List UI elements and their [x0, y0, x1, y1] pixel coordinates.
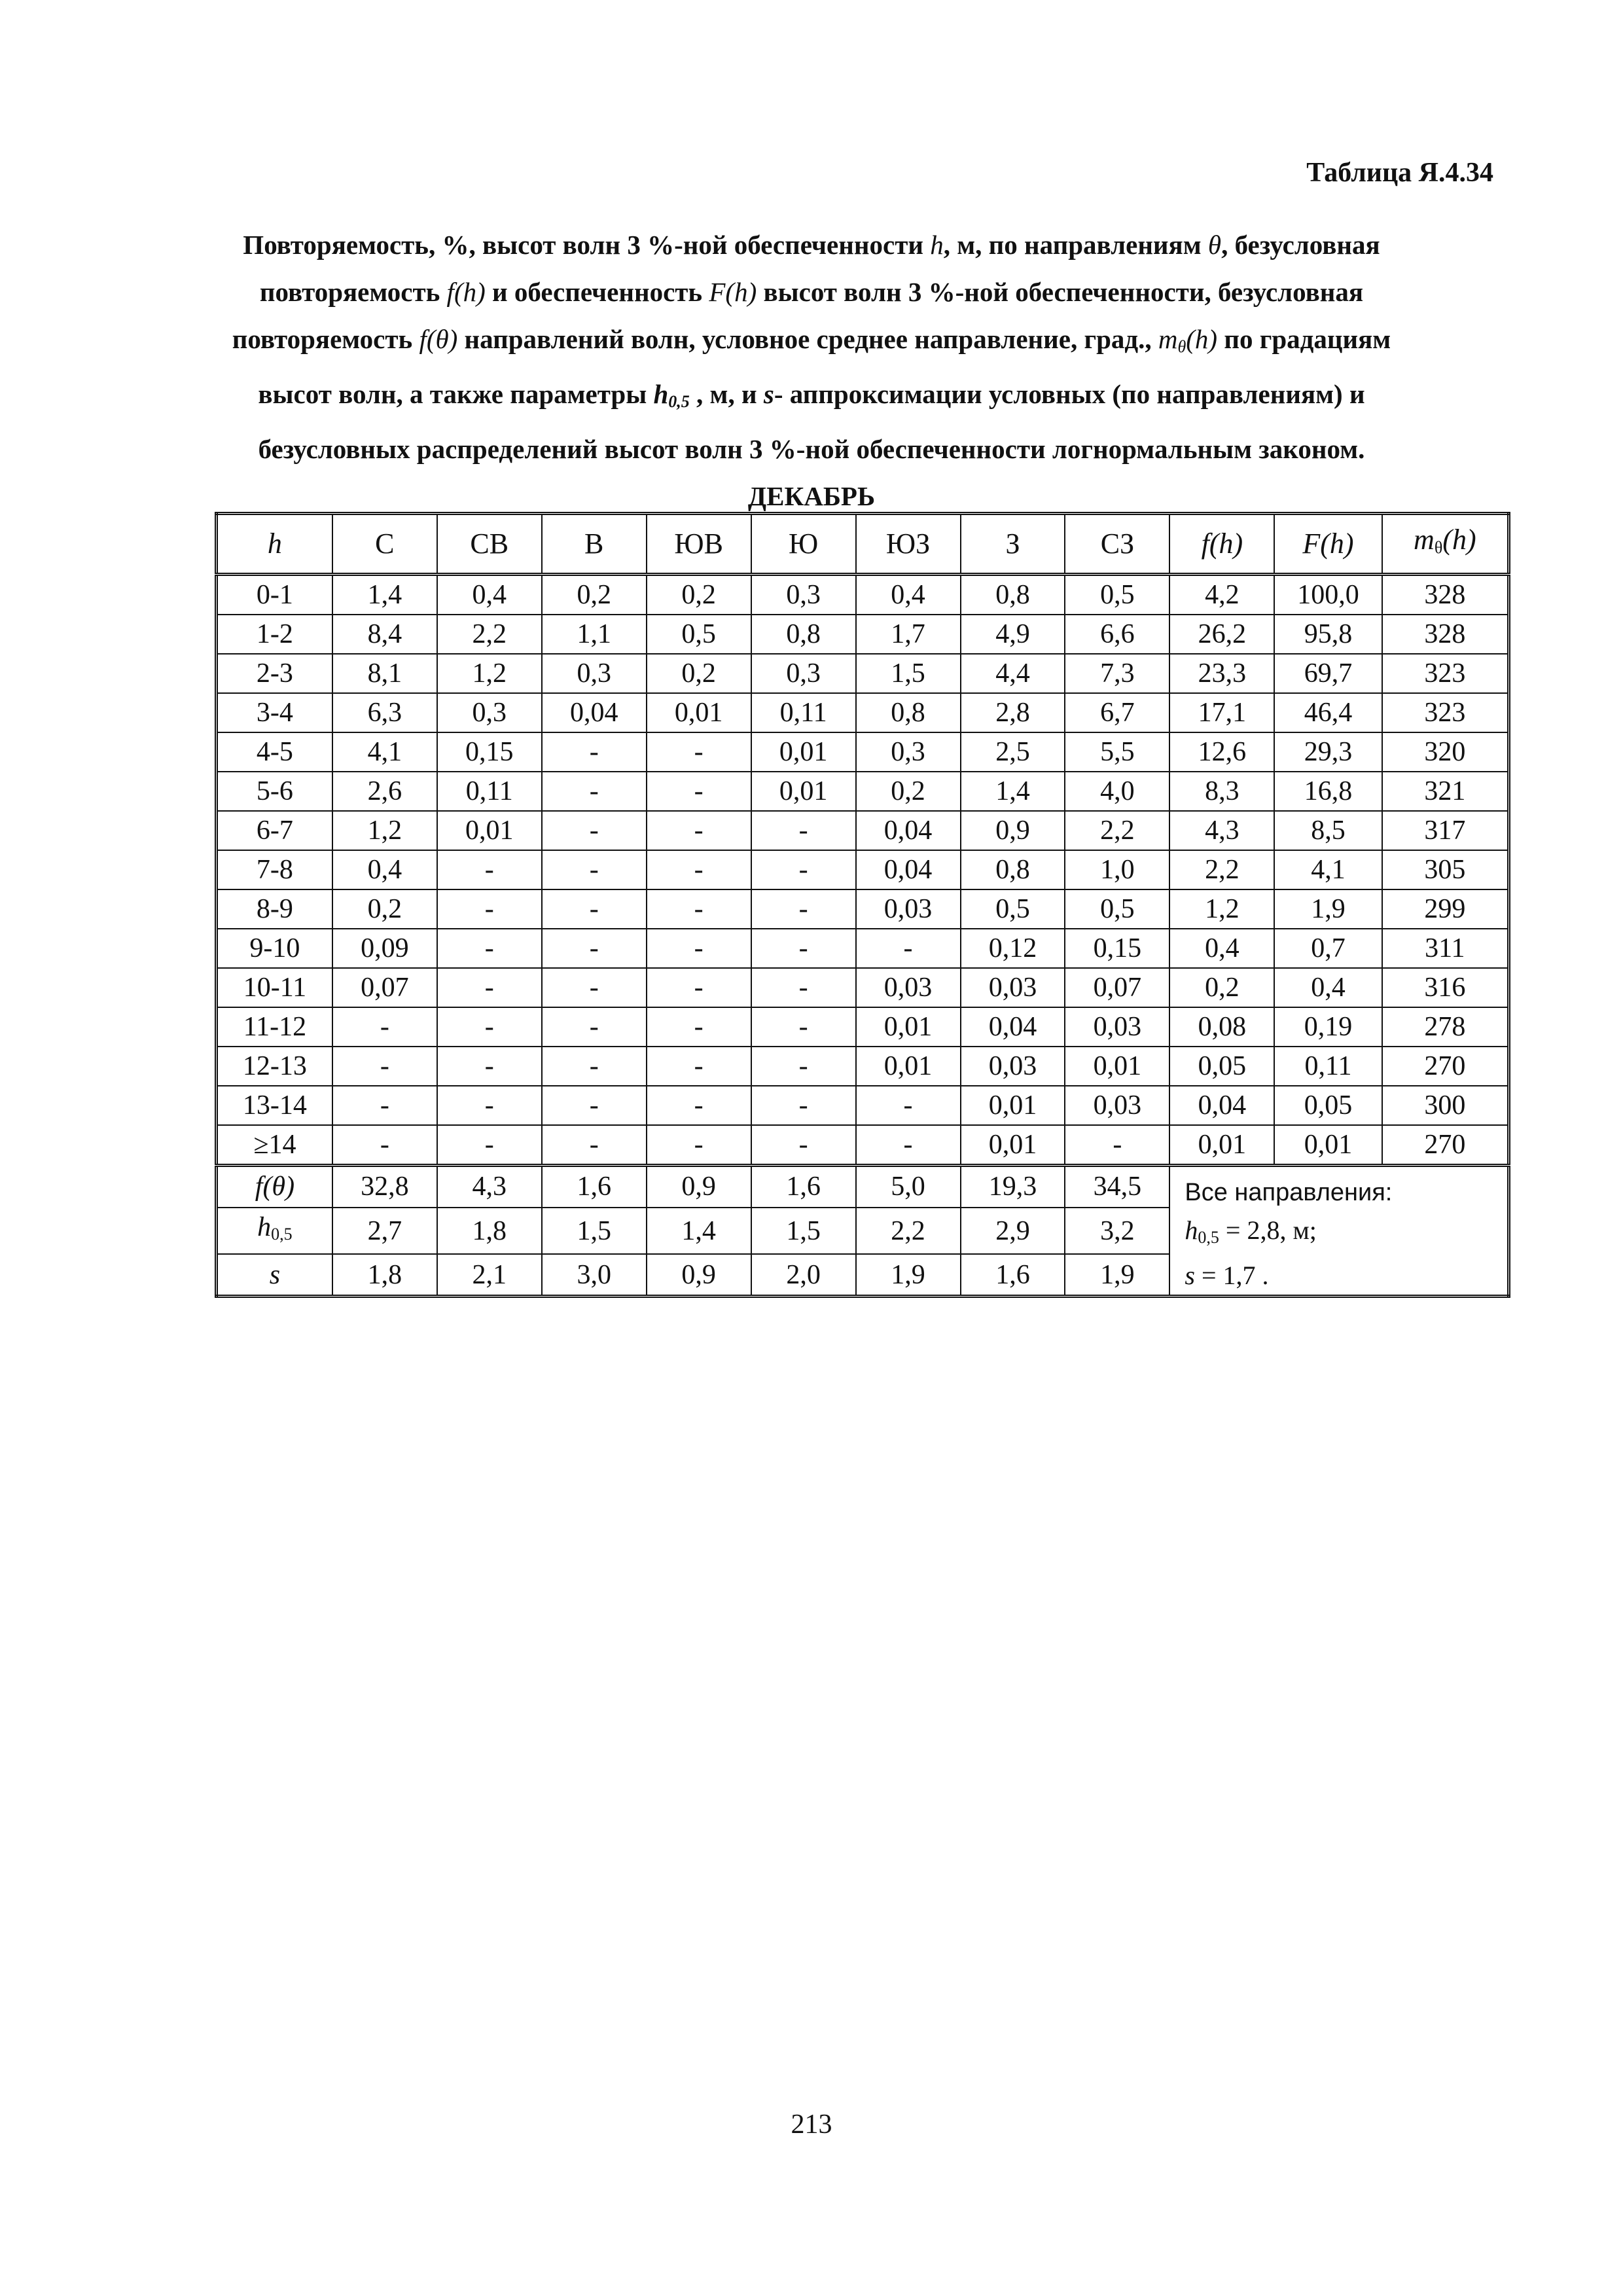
table-cell: 0,04 [856, 811, 961, 850]
table-row [217, 732, 1509, 772]
table-cell: 0,04 [856, 850, 961, 889]
table-cell: 0,15 [1065, 929, 1169, 968]
table-cell: 0,03 [961, 1047, 1065, 1086]
table-cell: - [751, 850, 856, 889]
h05-label: $h_{0,5}$ [217, 1208, 332, 1255]
table-row [217, 1086, 1509, 1125]
table-row [217, 889, 1509, 929]
table-cell: 1,5 [856, 654, 961, 693]
page-number: 213 [791, 2109, 832, 2140]
table-cell: 323 [1382, 693, 1509, 732]
table-cell: 2,8 [961, 693, 1065, 732]
table-cell: 8,4 [332, 615, 437, 654]
table-row [217, 850, 1509, 889]
table-cell: 13-14 [217, 1086, 332, 1125]
table-cell: 4,3 [1169, 811, 1274, 850]
table-cell: 0,5 [1065, 889, 1169, 929]
table-cell: 0,5 [647, 615, 751, 654]
table-cell: 0,07 [332, 968, 437, 1007]
header-dir-sz: СЗ [1065, 514, 1169, 575]
table-cell: - [751, 1007, 856, 1047]
table-cell: - [437, 929, 542, 968]
table-cell: 0,3 [437, 693, 542, 732]
header-dir-sv: СВ [437, 514, 542, 575]
table-cell: 316 [1382, 968, 1509, 1007]
header-row [217, 514, 1509, 575]
table-row [217, 1007, 1509, 1047]
table-cell: - [437, 1047, 542, 1086]
table-cell: 0,04 [542, 693, 647, 732]
table-cell: 1,2 [332, 811, 437, 850]
table-cell: - [542, 850, 647, 889]
table-cell: - [751, 1125, 856, 1166]
table-row [217, 968, 1509, 1007]
table-cell: 4-5 [217, 732, 332, 772]
table-cell: 16,8 [1274, 772, 1382, 811]
table-cell: - [542, 732, 647, 772]
table-cell: 0,2 [332, 889, 437, 929]
table-cell: 0,01 [437, 811, 542, 850]
table-row [217, 1047, 1509, 1086]
table-cell: 0,15 [437, 732, 542, 772]
table-cell: - [647, 889, 751, 929]
table-cell: 5,5 [1065, 732, 1169, 772]
s-cell: 1,9 [1065, 1254, 1169, 1296]
table-cell: 100,0 [1274, 575, 1382, 615]
table-cell: 0,11 [437, 772, 542, 811]
table-cell: 0-1 [217, 575, 332, 615]
table-cell: 0,04 [961, 1007, 1065, 1047]
table-cell: 2,2 [1065, 811, 1169, 850]
s-cell: 1,9 [856, 1254, 961, 1296]
table-cell: 3-4 [217, 693, 332, 732]
table-cell: - [332, 1047, 437, 1086]
table-cell: 0,01 [751, 772, 856, 811]
table-row [217, 654, 1509, 693]
table-row [217, 1125, 1509, 1166]
table-cell: - [647, 929, 751, 968]
table-cell: 0,01 [961, 1086, 1065, 1125]
table-cell: 320 [1382, 732, 1509, 772]
table-cell: 6,7 [1065, 693, 1169, 732]
table-cell: - [542, 772, 647, 811]
table-cell: 0,09 [332, 929, 437, 968]
table-cell: 29,3 [1274, 732, 1382, 772]
table-cell: 0,03 [856, 968, 961, 1007]
table-cell: - [647, 1086, 751, 1125]
f-theta-row [217, 1166, 1509, 1208]
table-cell: 317 [1382, 811, 1509, 850]
table-cell: 0,12 [961, 929, 1065, 968]
table-cell: 0,01 [961, 1125, 1065, 1166]
table-cell: - [437, 1125, 542, 1166]
table-cell: - [647, 1047, 751, 1086]
table-cell: 0,4 [1169, 929, 1274, 968]
table-cell: 0,3 [751, 575, 856, 615]
table-cell: 0,03 [961, 968, 1065, 1007]
f-theta-cell: 34,5 [1065, 1166, 1169, 1208]
s-cell: 1,6 [961, 1254, 1065, 1296]
table-cell: 2,5 [961, 732, 1065, 772]
table-cell: 6-7 [217, 811, 332, 850]
table-cell: - [647, 968, 751, 1007]
table-cell: 0,4 [437, 575, 542, 615]
table-cell: - [437, 1086, 542, 1125]
f-theta-cell: 1,6 [751, 1166, 856, 1208]
h05-cell: 2,7 [332, 1208, 437, 1255]
table-cell: 0,01 [751, 732, 856, 772]
table-cell: - [542, 1007, 647, 1047]
table-cell: 0,05 [1169, 1047, 1274, 1086]
table-cell: - [647, 811, 751, 850]
table-cell: - [1065, 1125, 1169, 1166]
table-cell: - [751, 929, 856, 968]
table-cell: 0,3 [751, 654, 856, 693]
table-cell: 4,0 [1065, 772, 1169, 811]
table-cell: 2,6 [332, 772, 437, 811]
table-cell: 1,2 [1169, 889, 1274, 929]
table-cell: 0,01 [647, 693, 751, 732]
table-cell: 299 [1382, 889, 1509, 929]
table-cell: 321 [1382, 772, 1509, 811]
table-cell: 0,01 [1274, 1125, 1382, 1166]
table-cell: 0,03 [856, 889, 961, 929]
table-cell: 9-10 [217, 929, 332, 968]
f-theta-cell: 0,9 [647, 1166, 751, 1208]
h05-cell: 2,9 [961, 1208, 1065, 1255]
table-cell: - [542, 1086, 647, 1125]
table-cell: 270 [1382, 1047, 1509, 1086]
table-cell: 8-9 [217, 889, 332, 929]
f-theta-cell: 19,3 [961, 1166, 1065, 1208]
s-cell: 3,0 [542, 1254, 647, 1296]
table-cell: 0,2 [856, 772, 961, 811]
wave-height-table [215, 512, 1510, 1298]
table-cell: - [856, 1125, 961, 1166]
table-cell: - [751, 1047, 856, 1086]
header-h: h [217, 514, 332, 575]
f-theta-cell: 4,3 [437, 1166, 542, 1208]
header-dir-z: З [961, 514, 1065, 575]
table-cell: 305 [1382, 850, 1509, 889]
table-cell: ≥14 [217, 1125, 332, 1166]
table-cell: - [647, 1125, 751, 1166]
table-cell: 17,1 [1169, 693, 1274, 732]
table-cell: - [647, 732, 751, 772]
table-cell: - [542, 1125, 647, 1166]
table-cell: 11-12 [217, 1007, 332, 1047]
s-cell: 2,1 [437, 1254, 542, 1296]
table-cell: - [751, 811, 856, 850]
table-cell: 0,01 [856, 1047, 961, 1086]
table-cell: 1-2 [217, 615, 332, 654]
table-cell: 0,8 [856, 693, 961, 732]
table-cell: 2,2 [1169, 850, 1274, 889]
table-cell: 0,2 [647, 654, 751, 693]
table-cell: 0,19 [1274, 1007, 1382, 1047]
table-cell: - [647, 1007, 751, 1047]
table-cell: 5-6 [217, 772, 332, 811]
table-cell: 12-13 [217, 1047, 332, 1086]
table-cell: 95,8 [1274, 615, 1382, 654]
f-theta-cell: 32,8 [332, 1166, 437, 1208]
table-cell: 0,2 [1169, 968, 1274, 1007]
table-cell: 1,0 [1065, 850, 1169, 889]
table-cell: 300 [1382, 1086, 1509, 1125]
table-cell: 0,07 [1065, 968, 1169, 1007]
table-cell: 0,3 [542, 654, 647, 693]
table-cell: - [437, 968, 542, 1007]
table-number: Таблица Я.4.34 [1306, 158, 1493, 188]
note-title: Все направления: [1185, 1179, 1393, 1206]
table-cell: - [751, 968, 856, 1007]
table-cell: - [542, 968, 647, 1007]
table-cell: 0,8 [961, 850, 1065, 889]
table-cell: 0,8 [751, 615, 856, 654]
table-cell: 4,1 [332, 732, 437, 772]
table-cell: 4,2 [1169, 575, 1274, 615]
table-cell: 4,1 [1274, 850, 1382, 889]
table-cell: 6,3 [332, 693, 437, 732]
table-cell: 69,7 [1274, 654, 1382, 693]
s-cell: 2,0 [751, 1254, 856, 1296]
table-cell: - [751, 889, 856, 929]
header-fh: f(h) [1169, 514, 1274, 575]
table-cell: 278 [1382, 1007, 1509, 1047]
s-label: s [217, 1254, 332, 1296]
table-cell: 0,9 [961, 811, 1065, 850]
table-cell: 0,3 [856, 732, 961, 772]
table-cell: 2,2 [437, 615, 542, 654]
h05-cell: 3,2 [1065, 1208, 1169, 1255]
table-cell: 7-8 [217, 850, 332, 889]
table-cell: 270 [1382, 1125, 1509, 1166]
header-dir-c: С [332, 514, 437, 575]
table-cell: 12,6 [1169, 732, 1274, 772]
table-row [217, 929, 1509, 968]
table-cell: 23,3 [1169, 654, 1274, 693]
table-cell: - [332, 1125, 437, 1166]
table-cell: - [856, 1086, 961, 1125]
table-cell: - [437, 889, 542, 929]
table-row [217, 615, 1509, 654]
table-cell: - [542, 811, 647, 850]
all-directions-note [1169, 1166, 1508, 1297]
header-dir-yuz: ЮЗ [856, 514, 961, 575]
table-cell: 1,7 [856, 615, 961, 654]
table-cell: 46,4 [1274, 693, 1382, 732]
table-cell: 328 [1382, 615, 1509, 654]
table-cell: 0,11 [751, 693, 856, 732]
h05-cell: 1,5 [751, 1208, 856, 1255]
table-cell: 0,5 [961, 889, 1065, 929]
table-cell: 1,4 [961, 772, 1065, 811]
table-cell: 4,4 [961, 654, 1065, 693]
table-cell: 311 [1382, 929, 1509, 968]
table-cell: 328 [1382, 575, 1509, 615]
header-m-theta: $m_\theta(h)$ [1382, 514, 1509, 575]
s-cell: 0,9 [647, 1254, 751, 1296]
table-row [217, 772, 1509, 811]
table-cell: 8,3 [1169, 772, 1274, 811]
table-caption: Повторяемость, %, высот волн 3 %-ной обеспеченности h, м, по направлениям θ, безусловная повторяемость f(h) и обеспеченность F(h) высот волн 3 %-ной обеспеченности, безусловная повторяемость f(θ) направлений волн, условное среднее направление, град., $m_\theta(h)$ по градациям высот волн, а также параметры $h_{0,5}$ , м, и s- аппроксимации условных (по направлениям) и безусловных распределений высот волн 3 %-ной обеспеченности логнормальным законом. ДЕКАБРЬ [232, 230, 1391, 511]
table-cell: - [542, 889, 647, 929]
table-cell: 1,1 [542, 615, 647, 654]
table-cell: - [647, 772, 751, 811]
table-cell: 0,4 [856, 575, 961, 615]
table-cell: 0,05 [1274, 1086, 1382, 1125]
table-cell: 8,1 [332, 654, 437, 693]
f-theta-cell: 5,0 [856, 1166, 961, 1208]
table-cell: 26,2 [1169, 615, 1274, 654]
table-cell: 0,11 [1274, 1047, 1382, 1086]
table-cell: - [437, 1007, 542, 1047]
table-cell: - [647, 850, 751, 889]
table-cell: 4,9 [961, 615, 1065, 654]
table-cell: - [332, 1007, 437, 1047]
table-cell: 0,4 [1274, 968, 1382, 1007]
header-dir-yu: Ю [751, 514, 856, 575]
h05-cell: 1,4 [647, 1208, 751, 1255]
note-s: s = 1,7 . [1185, 1261, 1269, 1290]
header-dir-yuv: ЮВ [647, 514, 751, 575]
table-cell: 0,5 [1065, 575, 1169, 615]
header-Fh: F(h) [1274, 514, 1382, 575]
table-cell: - [542, 929, 647, 968]
table-cell: 1,9 [1274, 889, 1382, 929]
table-cell: 0,03 [1065, 1007, 1169, 1047]
table-cell: 0,2 [542, 575, 647, 615]
table-cell: - [542, 1047, 647, 1086]
table-cell: 0,7 [1274, 929, 1382, 968]
table-cell: - [856, 929, 961, 968]
table-cell: - [751, 1086, 856, 1125]
table-cell: 323 [1382, 654, 1509, 693]
table-cell: 6,6 [1065, 615, 1169, 654]
table-cell: 8,5 [1274, 811, 1382, 850]
table-cell: 0,08 [1169, 1007, 1274, 1047]
table-cell: 0,8 [961, 575, 1065, 615]
h05-cell: 2,2 [856, 1208, 961, 1255]
table-row [217, 575, 1509, 615]
table-cell: 0,2 [647, 575, 751, 615]
f-theta-cell: 1,6 [542, 1166, 647, 1208]
table-cell: 0,01 [856, 1007, 961, 1047]
table-cell: 0,01 [1065, 1047, 1169, 1086]
table-row [217, 693, 1509, 732]
table-cell: - [332, 1086, 437, 1125]
table-cell: 7,3 [1065, 654, 1169, 693]
f-theta-label: f(θ) [217, 1166, 332, 1208]
header-dir-v: В [542, 514, 647, 575]
table-cell: - [437, 850, 542, 889]
table-cell: 1,2 [437, 654, 542, 693]
table-cell: 0,4 [332, 850, 437, 889]
h05-cell: 1,8 [437, 1208, 542, 1255]
table-cell: 1,4 [332, 575, 437, 615]
table-cell: 2-3 [217, 654, 332, 693]
table-cell: 0,01 [1169, 1125, 1274, 1166]
table-cell: 0,04 [1169, 1086, 1274, 1125]
table-cell: 10-11 [217, 968, 332, 1007]
h05-cell: 1,5 [542, 1208, 647, 1255]
table-row [217, 811, 1509, 850]
s-cell: 1,8 [332, 1254, 437, 1296]
table-cell: 0,03 [1065, 1086, 1169, 1125]
note-h05: $h_{0,5} = 2,8$, м; [1185, 1215, 1317, 1247]
